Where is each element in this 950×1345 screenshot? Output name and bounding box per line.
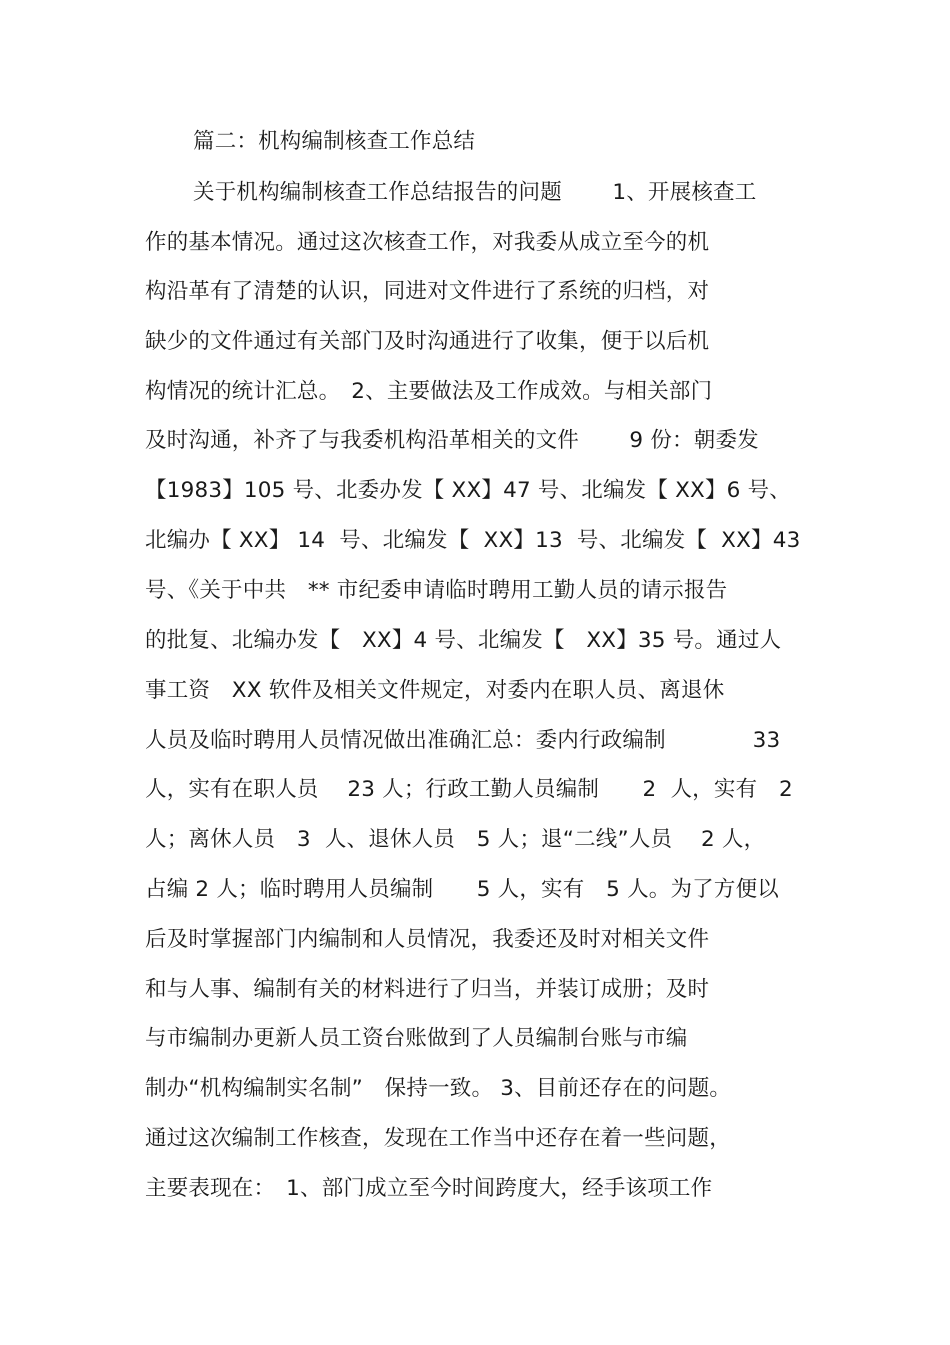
text-line: 事工资 XX 软件及相关文件规定，对委内在职人员、离退休 [145, 678, 725, 703]
text-line: 人，实有在职人员 23 人；行政工勤人员编制 2 人，实有 2 [145, 777, 793, 802]
text-line: 及时沟通，补齐了与我委机构沿革相关的文件 9 份：朝委发 [145, 428, 759, 453]
text-line: 与市编制办更新人员工资台账做到了人员编制台账与市编 [145, 1026, 688, 1051]
text-line: 构沿革有了清楚的认识，同进对文件进行了系统的归档，对 [145, 279, 710, 304]
text-line: 主要表现在： 1、部门成立至今时间跨度大，经手该项工作 [145, 1176, 713, 1201]
text-line: 人员及临时聘用人员情况做出准确汇总：委内行政编制 33 [145, 728, 781, 753]
text-line: 和与人事、编制有关的材料进行了归当，并装订成册；及时 [145, 977, 710, 1002]
text-line: 制办“机构编制实名制” 保持一致。 3、目前还存在的问题。 [145, 1076, 732, 1101]
text-line: 作的基本情况。通过这次核查工作，对我委从成立至今的机 [145, 230, 710, 255]
text-line: 号、《关于中共 ** 市纪委申请临时聘用工勤人员的请示报告 [145, 578, 728, 603]
text-line: 后及时掌握部门内编制和人员情况，我委还及时对相关文件 [145, 927, 710, 952]
text-line: 通过这次编制工作核查，发现在工作当中还存在着一些问题， [145, 1126, 731, 1151]
document-title: 篇二：机构编制核查工作总结 [193, 129, 476, 154]
text-line: 人；离休人员 3 人、退休人员 5 人；退“二线”人员 2 人， [145, 827, 766, 852]
text-line: 【1983】105 号、北委办发【 XX】47 号、北编发【 XX】6 号、 [145, 478, 791, 503]
text-line: 占编 2 人；临时聘用人员编制 5 人，实有 5 人。为了方便以 [145, 877, 779, 902]
text-line: 北编办【 XX】 14 号、北编发【 XX】13 号、北编发【 XX】43 [145, 528, 801, 553]
text-line: 的批复、北编办发【 XX】4 号、北编发【 XX】35 号。通过人 [145, 628, 782, 653]
text-line: 构情况的统计汇总。 2、主要做法及工作成效。与相关部门 [145, 379, 713, 404]
text-line: 关于机构编制核查工作总结报告的问题 1、开展核查工 [193, 180, 757, 205]
text-line: 缺少的文件通过有关部门及时沟通进行了收集，便于以后机 [145, 329, 710, 354]
